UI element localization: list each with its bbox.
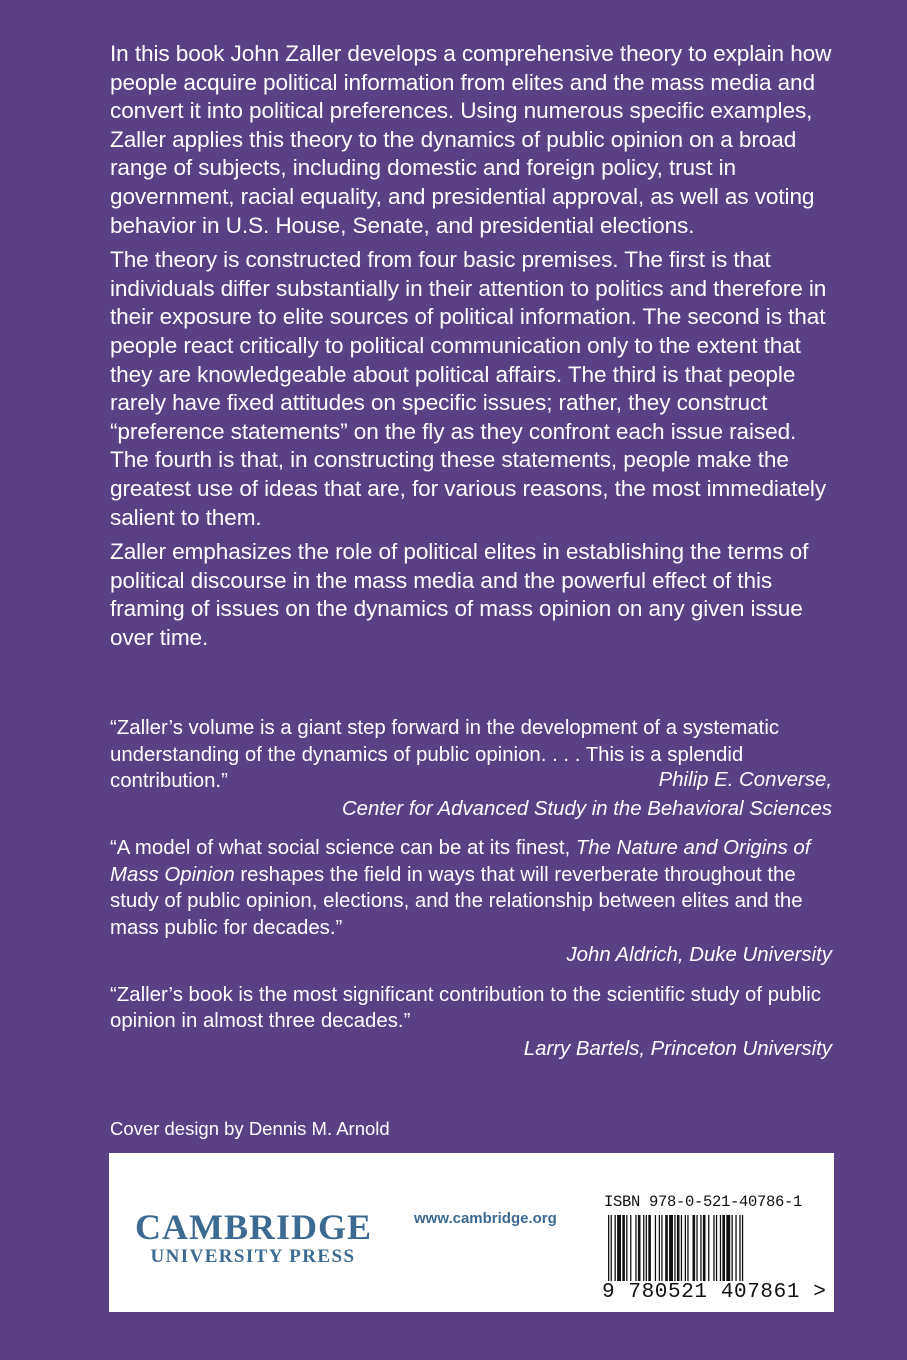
blurb xyxy=(110,40,832,658)
endorsement-text: “Zaller’s book is the most significant contribution to the scientific study of public opinion in almost three decades.” xyxy=(110,983,821,1032)
blurb-paragraph-1: In this book John Zaller develops a comprehensive theory to explain how people acquire political information from elites and the mass media and convert it into political preferences. Using numerous specific examples, Zaller applies this theory to the dynamics of public opinion on a broad range of subjects, including domestic and foreign policy, trust in government, racial equality, and presidential approval, as well as voting behavior in U.S. House, Senate, and presidential elections. xyxy=(110,41,832,238)
endorsement-author: Philip E. Converse, xyxy=(658,769,832,791)
book-title: The Nature and Origins of Mass Opinion xyxy=(110,837,811,886)
logo-line-1: CAMBRIDGE xyxy=(135,1207,373,1247)
endorsement-bartels xyxy=(110,982,832,1064)
endorsement-author: Larry Bartels, Princeton University xyxy=(523,1037,832,1060)
endorsement-text xyxy=(110,835,832,941)
endorsement-converse xyxy=(110,715,832,823)
endorsements xyxy=(110,715,832,1075)
blurb-paragraph-3: Zaller emphasizes the role of political elites in establishing the terms of political discourse in the mass media and the powerful effect of this framing of issues on the dynamics of mass opinion on any given issue over time. xyxy=(110,539,809,650)
endorsement-text-start: “A model of what social science can be at its finest, xyxy=(110,837,576,859)
publisher-panel xyxy=(109,1153,834,1312)
endorsement-text-end: reshapes the field in ways that will reverberate throughout the study of public opinion, elections, and the relationship between elites and the mass public for decades.” xyxy=(110,863,803,939)
endorsement-affiliation: Center for Advanced Study in the Behavioral Sciences xyxy=(341,797,832,820)
cambridge-logo xyxy=(135,1208,371,1268)
endorsement-aldrich xyxy=(110,835,832,970)
endorsement-text: “Zaller’s volume is a giant step forward in the development of a systematic understanding of the dynamics of public opinion. . . . This is a splendid contribution.” xyxy=(110,717,780,792)
blurb-paragraph-2: The theory is constructed from four basic premises. The first is that individuals differ substantially in their attention to politics and therefore in their exposure to elite sources of political information. The second is that people react critically to political communication only to the extent that they are knowledgeable about political affairs. The third is that people rarely have fixed attitudes on specific issues; rather, they construct “preference statements” on the fly as they confront each issue raised. The fourth is that, in constructing these statements, people make the greatest use of ideas that are, for various reasons, the most immediately salient to them. xyxy=(110,247,827,530)
cover-design-credit: Cover design by Dennis M. Arnold xyxy=(110,1118,390,1139)
endorsement-author: John Aldrich, Duke University xyxy=(566,944,832,966)
barcode xyxy=(606,1215,806,1287)
logo-line-2: UNIVERSITY PRESS xyxy=(150,1246,356,1267)
isbn-label: ISBN 978-0-521-40786-1 xyxy=(604,1193,803,1211)
barcode-number: 9 780521 407861 > xyxy=(602,1281,827,1304)
publisher-url[interactable]: www.cambridge.org xyxy=(414,1210,557,1227)
